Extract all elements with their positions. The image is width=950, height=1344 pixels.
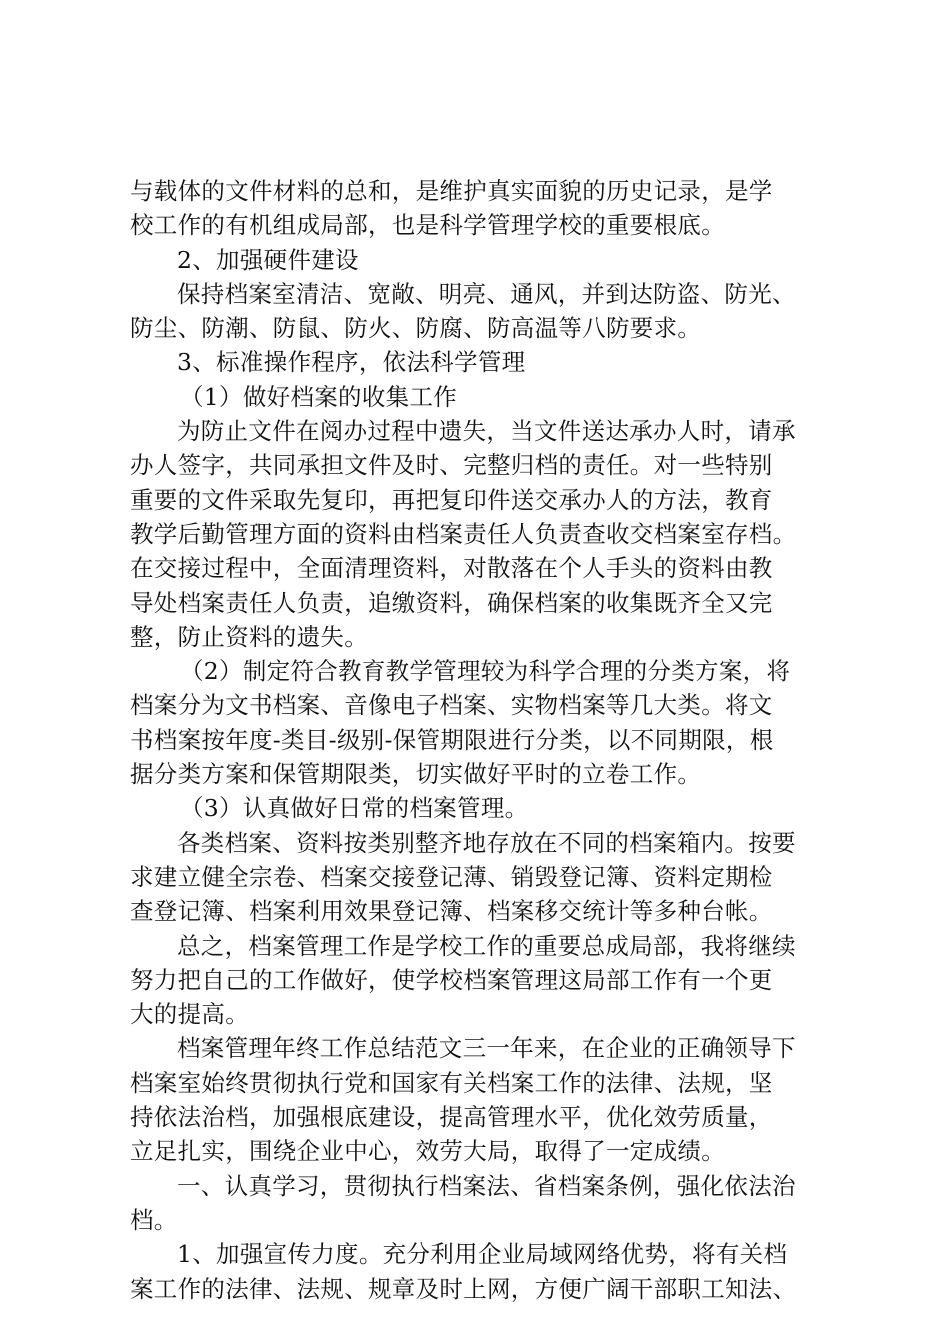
text-line: 书档案按年度-类目-级别-保管期限进行分类，以不同期限，根 — [130, 725, 774, 754]
paragraph-start: 各类档案、资料按类别整齐地存放在不同的档案箱内。按要 — [177, 828, 796, 857]
text-line: 据分类方案和保管期限类，切实做好平时的立卷工作。 — [130, 760, 702, 789]
text-line: 在交接过程中，全面清理资料，对散落在个人手头的资料由教 — [130, 554, 773, 583]
section-heading: 3、标准操作程序，依法科学管理 — [177, 348, 526, 377]
text-line: 重要的文件采取先复印，再把复印件送交承办人的方法，教育 — [130, 485, 773, 514]
text-line: 努力把自己的工作做好，使学校档案管理这局部工作有一个更 — [130, 965, 773, 994]
paragraph-start: 保持档案室清洁、宽敞、明亮、通风，并到达防盗、防光、 — [177, 279, 796, 308]
paragraph-start: 1、加强宣传力度。充分利用企业局域网络优势，将有关档 — [177, 1240, 788, 1269]
subsection-heading: （3）认真做好日常的档案管理。 — [180, 794, 529, 823]
text-line: 防尘、防潮、防鼠、防火、防腐、防高温等八防要求。 — [130, 314, 702, 343]
text-line: 校工作的有机组成局部，也是科学管理学校的重要根底。 — [130, 211, 725, 240]
paragraph-start: （2）制定符合教育教学管理较为科学合理的分类方案，将 — [180, 657, 791, 686]
section-heading: 一、认真学习，贯彻执行档案法、省档案条例，强化依法治 — [177, 1171, 796, 1200]
document-body — [130, 174, 830, 1306]
paragraph-start: 为防止文件在阅办过程中遗失，当文件送达承办人时，请承 — [177, 417, 796, 446]
text-line: 导处档案责任人负责，追缴资料，确保档案的收集既齐全又完 — [130, 588, 773, 617]
text-line: 求建立健全宗卷、档案交接登记薄、销毁登记簿、资料定期检 — [130, 862, 773, 891]
paragraph-start: 总之，档案管理工作是学校工作的重要总成局部，我将继续 — [177, 931, 796, 960]
text-line: 大的提高。 — [130, 1000, 249, 1029]
text-line: 持依法治档，加强根底建设，提高管理水平，优化效劳质量， — [130, 1103, 773, 1132]
paragraph-start: 档案管理年终工作总结范文三一年来，在企业的正确领导下 — [177, 1034, 796, 1063]
text-line: 案工作的法律、法规、规章及时上网，方便广阔干部职工知法、 — [130, 1274, 797, 1303]
section-heading: 2、加强硬件建设 — [177, 245, 359, 274]
text-line: 档案分为文书档案、音像电子档案、实物档案等几大类。将文 — [130, 691, 773, 720]
text-line: 办人签字，共同承担文件及时、完整归档的责任。对一些特别 — [130, 451, 773, 480]
text-line: 与载体的文件材料的总和，是维护真实面貌的历史记录，是学 — [130, 177, 773, 205]
text-line: 档案室始终贯彻执行党和国家有关档案工作的法律、法规，坚 — [130, 1068, 773, 1097]
text-line: 教学后勤管理方面的资料由档案责任人负责查收交档案室存档。 — [130, 519, 797, 548]
text-line: 查登记簿、档案利用效果登记簿、档案移交统计等多种台帐。 — [130, 897, 773, 926]
text-line: 档。 — [130, 1205, 178, 1234]
subsection-heading: （1）做好档案的收集工作 — [180, 382, 458, 411]
text-line: 立足扎实，围绕企业中心，效劳大局，取得了一定成绩。 — [130, 1137, 725, 1166]
text-line: 整，防止资料的遗失。 — [130, 622, 368, 651]
